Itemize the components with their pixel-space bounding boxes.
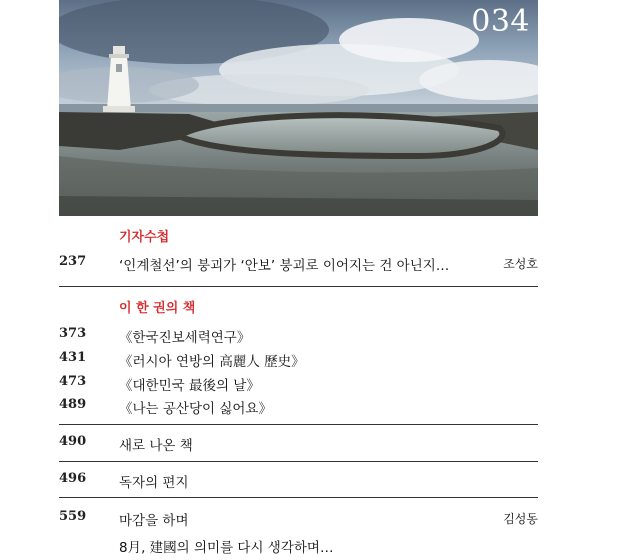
- entry-title: 마감을 하며: [119, 513, 189, 529]
- page-number: 034: [471, 4, 530, 39]
- entry-subtitle: 8月, 建國의 의미를 다시 생각하며…: [119, 540, 334, 556]
- entry-title: 《러시아 연방의 高麗人 歷史》: [119, 354, 305, 370]
- entry-title: 새로 나온 책: [119, 438, 193, 454]
- entry-title: 《대한민국 最後의 날》: [119, 378, 260, 394]
- entry-page-number: 373: [59, 326, 87, 341]
- toc-entry[interactable]: [59, 326, 538, 346]
- entry-author: 조성호: [503, 257, 538, 271]
- divider: [59, 286, 538, 287]
- entry-title: 《한국진보세력연구》: [119, 330, 251, 346]
- entry-author: 김성동: [503, 512, 538, 526]
- entry-page-number: 431: [59, 350, 87, 365]
- section-heading-reporter-note: 기자수첩: [119, 230, 170, 245]
- toc-entry[interactable]: [59, 397, 538, 417]
- entry-title: 독자의 편지: [119, 475, 189, 491]
- toc-entry[interactable]: [59, 350, 538, 370]
- toc-entry-subtitle: [59, 536, 538, 556]
- entry-page-number: 237: [59, 254, 87, 269]
- entry-title: 《나는 공산당이 싫어요》: [119, 401, 272, 417]
- toc-entry[interactable]: [59, 509, 538, 529]
- entry-page-number: 489: [59, 397, 87, 412]
- section-heading-book: 이 한 권의 책: [119, 301, 196, 316]
- divider: [59, 461, 538, 462]
- entry-page-number: 490: [59, 434, 87, 449]
- coast-lighthouse-image: [59, 0, 538, 216]
- divider: [59, 424, 538, 425]
- toc-entry[interactable]: [59, 434, 538, 454]
- entry-page-number: 473: [59, 374, 87, 389]
- entry-page-number: 559: [59, 509, 87, 524]
- cover-photo: [59, 0, 538, 216]
- entry-title: ‘인계철선’의 붕괴가 ‘안보’ 붕괴로 이어지는 건 아닌지…: [119, 258, 450, 274]
- divider: [59, 497, 538, 498]
- toc-entry[interactable]: [59, 254, 538, 274]
- toc-entry[interactable]: [59, 471, 538, 491]
- entry-page-number: 496: [59, 471, 87, 486]
- toc-entry[interactable]: [59, 374, 538, 394]
